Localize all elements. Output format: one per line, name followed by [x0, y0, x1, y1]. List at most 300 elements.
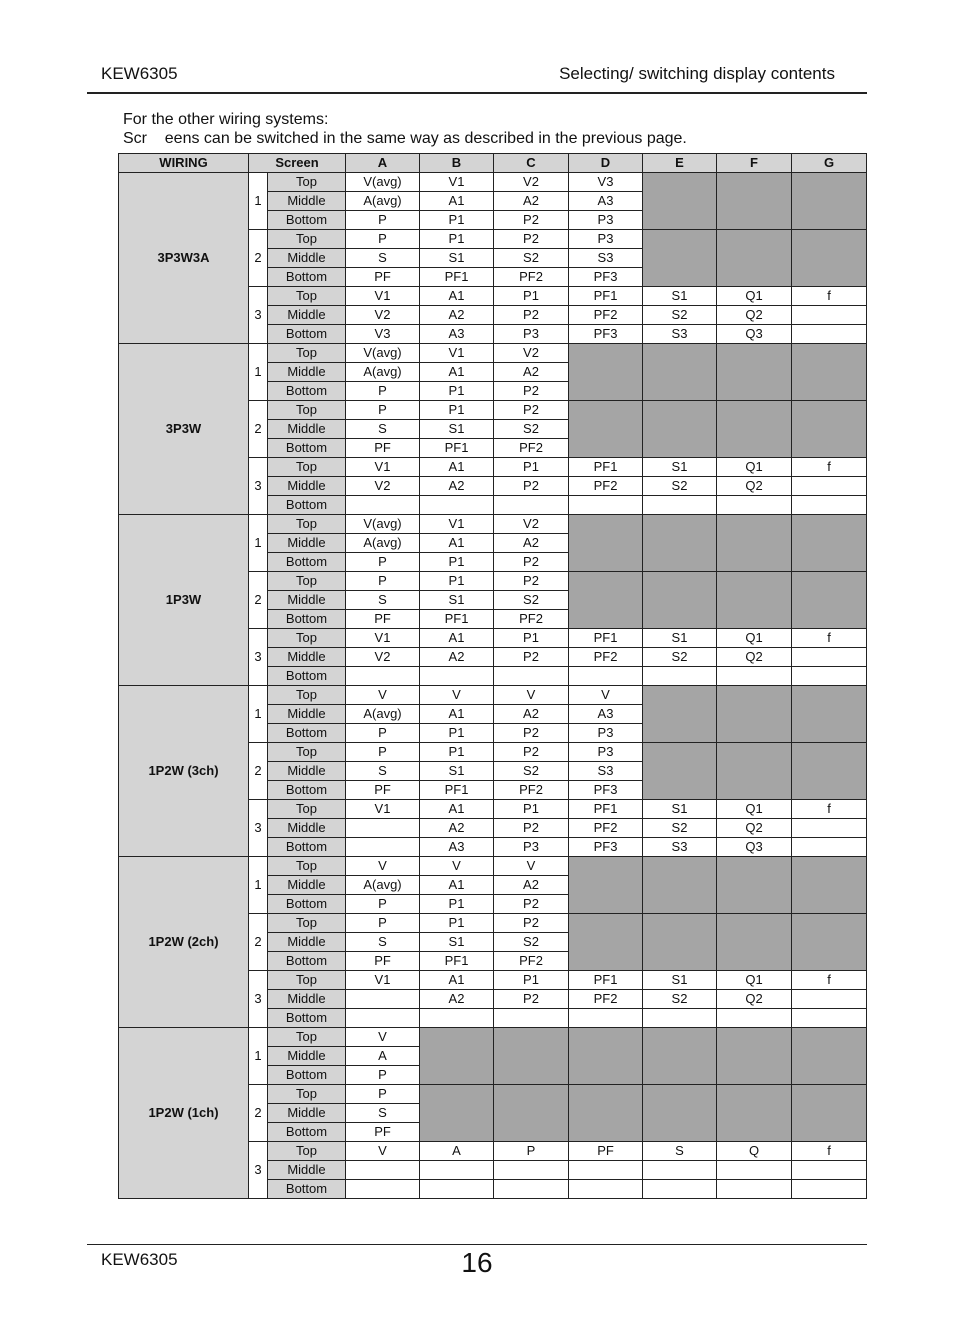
- value-cell: P1: [420, 230, 494, 249]
- value-cell: Q2: [717, 306, 792, 325]
- value-cell: P2: [494, 553, 569, 572]
- value-cell: P1: [420, 724, 494, 743]
- shaded-cell: [643, 572, 717, 629]
- value-cell: S3: [569, 249, 643, 268]
- value-cell: Q2: [717, 648, 792, 667]
- header-col-c: C: [494, 154, 569, 173]
- value-cell: P1: [420, 572, 494, 591]
- shaded-cell: [643, 686, 717, 743]
- value-cell: [792, 819, 867, 838]
- value-cell: P2: [494, 382, 569, 401]
- value-cell: V: [346, 857, 420, 876]
- value-cell: P3: [494, 325, 569, 344]
- value-cell: S2: [494, 420, 569, 439]
- shaded-cell: [569, 515, 643, 572]
- value-cell: P: [346, 553, 420, 572]
- value-cell: [643, 1009, 717, 1028]
- value-cell: A2: [420, 477, 494, 496]
- value-cell: PF2: [494, 781, 569, 800]
- value-cell: A(avg): [346, 192, 420, 211]
- screen-number: 3: [249, 1142, 268, 1199]
- shaded-cell: [792, 1085, 867, 1142]
- value-cell: [494, 1161, 569, 1180]
- value-cell: S1: [643, 971, 717, 990]
- value-cell: P: [346, 211, 420, 230]
- screen-number: 2: [249, 1085, 268, 1142]
- value-cell: PF2: [569, 819, 643, 838]
- intro-line-2: Scr eens can be switched in the same way as described in the previous page.: [123, 130, 687, 147]
- value-cell: S: [346, 249, 420, 268]
- screen-number: 2: [249, 572, 268, 629]
- value-cell: P3: [569, 743, 643, 762]
- value-cell: A2: [420, 819, 494, 838]
- value-cell: P: [346, 572, 420, 591]
- value-cell: P: [346, 230, 420, 249]
- shaded-cell: [569, 1028, 643, 1085]
- value-cell: P2: [494, 895, 569, 914]
- value-cell: PF1: [569, 458, 643, 477]
- value-cell: [643, 496, 717, 515]
- shaded-cell: [792, 743, 867, 800]
- value-cell: P2: [494, 572, 569, 591]
- shaded-cell: [792, 857, 867, 914]
- value-cell: P1: [494, 629, 569, 648]
- value-cell: A2: [494, 192, 569, 211]
- position-label: Bottom: [268, 268, 346, 287]
- value-cell: S3: [569, 762, 643, 781]
- value-cell: [569, 496, 643, 515]
- value-cell: PF: [346, 1123, 420, 1142]
- value-cell: V: [420, 857, 494, 876]
- value-cell: P: [346, 382, 420, 401]
- value-cell: S2: [643, 990, 717, 1009]
- value-cell: PF2: [494, 610, 569, 629]
- value-cell: S1: [643, 458, 717, 477]
- value-cell: [494, 1180, 569, 1199]
- value-cell: PF2: [569, 306, 643, 325]
- value-cell: A1: [420, 192, 494, 211]
- value-cell: A3: [420, 838, 494, 857]
- value-cell: S2: [643, 648, 717, 667]
- position-label: Bottom: [268, 952, 346, 971]
- value-cell: A2: [494, 876, 569, 895]
- shaded-cell: [717, 1085, 792, 1142]
- shaded-cell: [569, 344, 643, 401]
- screen-number: 2: [249, 743, 268, 800]
- shaded-cell: [717, 743, 792, 800]
- shaded-cell: [643, 743, 717, 800]
- wiring-label: 3P3W3A: [119, 173, 249, 344]
- value-cell: PF1: [420, 952, 494, 971]
- value-cell: A2: [420, 306, 494, 325]
- value-cell: S: [346, 762, 420, 781]
- value-cell: V1: [346, 287, 420, 306]
- value-cell: P: [346, 1085, 420, 1104]
- shaded-cell: [717, 344, 792, 401]
- value-cell: P1: [494, 800, 569, 819]
- shaded-cell: [792, 572, 867, 629]
- value-cell: V2: [346, 477, 420, 496]
- shaded-cell: [643, 173, 717, 230]
- value-cell: A2: [420, 990, 494, 1009]
- shaded-cell: [792, 344, 867, 401]
- value-cell: V1: [346, 800, 420, 819]
- value-cell: A1: [420, 705, 494, 724]
- value-cell: P2: [494, 819, 569, 838]
- value-cell: [346, 819, 420, 838]
- value-cell: V1: [420, 344, 494, 363]
- value-cell: P1: [420, 743, 494, 762]
- value-cell: V2: [346, 648, 420, 667]
- value-cell: PF1: [569, 971, 643, 990]
- position-label: Middle: [268, 1161, 346, 1180]
- position-label: Top: [268, 173, 346, 192]
- value-cell: S1: [643, 800, 717, 819]
- intro-text: [123, 110, 687, 148]
- value-cell: Q1: [717, 800, 792, 819]
- value-cell: P2: [494, 306, 569, 325]
- value-cell: S1: [420, 249, 494, 268]
- position-label: Bottom: [268, 838, 346, 857]
- position-label: Bottom: [268, 1066, 346, 1085]
- value-cell: A1: [420, 363, 494, 382]
- value-cell: P1: [420, 914, 494, 933]
- shaded-cell: [717, 230, 792, 287]
- shaded-cell: [717, 572, 792, 629]
- value-cell: V2: [494, 515, 569, 534]
- position-label: Top: [268, 344, 346, 363]
- value-cell: f: [792, 1142, 867, 1161]
- value-cell: V3: [346, 325, 420, 344]
- header-rule: [87, 92, 867, 94]
- value-cell: A3: [569, 192, 643, 211]
- position-label: Top: [268, 287, 346, 306]
- value-cell: [494, 1009, 569, 1028]
- screen-number: 1: [249, 857, 268, 914]
- intro-line-1: For the other wiring systems:: [123, 111, 329, 128]
- table-row: [119, 1028, 867, 1047]
- header-screen: Screen: [249, 154, 346, 173]
- value-cell: [569, 667, 643, 686]
- value-cell: Q3: [717, 838, 792, 857]
- value-cell: PF1: [569, 629, 643, 648]
- value-cell: [792, 496, 867, 515]
- page-number: 16: [461, 1247, 493, 1278]
- position-label: Top: [268, 1142, 346, 1161]
- screen-number: 3: [249, 458, 268, 515]
- position-label: Bottom: [268, 1180, 346, 1199]
- value-cell: P: [346, 724, 420, 743]
- value-cell: P3: [494, 838, 569, 857]
- value-cell: PF2: [494, 952, 569, 971]
- value-cell: V(avg): [346, 515, 420, 534]
- value-cell: [792, 1009, 867, 1028]
- table-row: [119, 857, 867, 876]
- value-cell: S2: [643, 306, 717, 325]
- wiring-screen-table: [118, 153, 867, 1199]
- value-cell: A3: [420, 325, 494, 344]
- wiring-label: 3P3W: [119, 344, 249, 515]
- position-label: Top: [268, 401, 346, 420]
- value-cell: PF: [346, 781, 420, 800]
- value-cell: A(avg): [346, 363, 420, 382]
- position-label: Bottom: [268, 724, 346, 743]
- value-cell: A2: [420, 648, 494, 667]
- value-cell: P2: [494, 230, 569, 249]
- screen-number: 1: [249, 1028, 268, 1085]
- value-cell: S2: [494, 591, 569, 610]
- value-cell: A1: [420, 534, 494, 553]
- screen-number: 2: [249, 401, 268, 458]
- value-cell: f: [792, 800, 867, 819]
- value-cell: P: [346, 1066, 420, 1085]
- value-cell: [643, 1161, 717, 1180]
- screen-number: 1: [249, 344, 268, 401]
- value-cell: V2: [494, 173, 569, 192]
- position-label: Bottom: [268, 553, 346, 572]
- wiring-label: 1P2W (3ch): [119, 686, 249, 857]
- header-col-f: F: [717, 154, 792, 173]
- screen-number: 3: [249, 287, 268, 344]
- value-cell: [346, 990, 420, 1009]
- value-cell: [717, 1009, 792, 1028]
- value-cell: PF1: [569, 287, 643, 306]
- footer-model: KEW6305: [101, 1250, 178, 1269]
- value-cell: P1: [420, 382, 494, 401]
- value-cell: P1: [420, 211, 494, 230]
- value-cell: P: [346, 895, 420, 914]
- position-label: Bottom: [268, 895, 346, 914]
- value-cell: S2: [643, 477, 717, 496]
- position-label: Top: [268, 572, 346, 591]
- value-cell: [792, 325, 867, 344]
- value-cell: PF1: [420, 610, 494, 629]
- table-row: [119, 515, 867, 534]
- value-cell: PF: [346, 610, 420, 629]
- value-cell: f: [792, 971, 867, 990]
- value-cell: Q1: [717, 629, 792, 648]
- position-label: Bottom: [268, 382, 346, 401]
- value-cell: Q1: [717, 287, 792, 306]
- shaded-cell: [643, 230, 717, 287]
- value-cell: [717, 667, 792, 686]
- value-cell: [346, 1009, 420, 1028]
- value-cell: S1: [420, 762, 494, 781]
- value-cell: PF: [346, 952, 420, 971]
- screen-number: 2: [249, 914, 268, 971]
- shaded-cell: [494, 1028, 569, 1085]
- position-label: Middle: [268, 990, 346, 1009]
- value-cell: V: [346, 686, 420, 705]
- position-label: Bottom: [268, 496, 346, 515]
- value-cell: [792, 306, 867, 325]
- value-cell: PF3: [569, 781, 643, 800]
- position-label: Middle: [268, 477, 346, 496]
- value-cell: P2: [494, 724, 569, 743]
- value-cell: PF1: [420, 781, 494, 800]
- value-cell: V1: [346, 971, 420, 990]
- value-cell: P1: [494, 458, 569, 477]
- wiring-label: 1P2W (2ch): [119, 857, 249, 1028]
- value-cell: V2: [494, 344, 569, 363]
- value-cell: S1: [643, 287, 717, 306]
- value-cell: A1: [420, 629, 494, 648]
- position-label: Middle: [268, 363, 346, 382]
- value-cell: Q: [717, 1142, 792, 1161]
- position-label: Middle: [268, 933, 346, 952]
- wiring-label: 1P3W: [119, 515, 249, 686]
- value-cell: V: [346, 1028, 420, 1047]
- screen-number: 2: [249, 230, 268, 287]
- value-cell: P2: [494, 648, 569, 667]
- value-cell: PF2: [569, 477, 643, 496]
- value-cell: P1: [420, 895, 494, 914]
- position-label: Bottom: [268, 1123, 346, 1142]
- value-cell: [643, 667, 717, 686]
- position-label: Top: [268, 686, 346, 705]
- value-cell: A1: [420, 971, 494, 990]
- value-cell: PF1: [420, 268, 494, 287]
- value-cell: [569, 1180, 643, 1199]
- value-cell: A: [420, 1142, 494, 1161]
- position-label: Middle: [268, 591, 346, 610]
- position-label: Middle: [268, 1104, 346, 1123]
- value-cell: [569, 1161, 643, 1180]
- value-cell: P1: [494, 287, 569, 306]
- shaded-cell: [717, 857, 792, 914]
- value-cell: S: [346, 420, 420, 439]
- position-label: Bottom: [268, 439, 346, 458]
- shaded-cell: [569, 857, 643, 914]
- value-cell: S2: [494, 762, 569, 781]
- value-cell: V(avg): [346, 173, 420, 192]
- value-cell: V1: [420, 173, 494, 192]
- position-label: Top: [268, 629, 346, 648]
- value-cell: V1: [346, 629, 420, 648]
- value-cell: PF2: [494, 439, 569, 458]
- value-cell: V1: [420, 515, 494, 534]
- value-cell: P2: [494, 401, 569, 420]
- value-cell: [792, 667, 867, 686]
- table-row: [119, 173, 867, 192]
- value-cell: V: [569, 686, 643, 705]
- value-cell: P: [346, 914, 420, 933]
- value-cell: S: [346, 933, 420, 952]
- value-cell: [346, 667, 420, 686]
- value-cell: PF1: [420, 439, 494, 458]
- value-cell: PF: [569, 1142, 643, 1161]
- value-cell: [420, 1161, 494, 1180]
- position-label: Bottom: [268, 325, 346, 344]
- value-cell: V: [494, 857, 569, 876]
- shaded-cell: [792, 230, 867, 287]
- value-cell: V: [346, 1142, 420, 1161]
- value-cell: V: [420, 686, 494, 705]
- shaded-cell: [643, 515, 717, 572]
- value-cell: Q3: [717, 325, 792, 344]
- value-cell: S2: [494, 249, 569, 268]
- shaded-cell: [792, 515, 867, 572]
- value-cell: PF: [346, 439, 420, 458]
- value-cell: [420, 1009, 494, 1028]
- value-cell: [346, 838, 420, 857]
- value-cell: Q2: [717, 819, 792, 838]
- value-cell: PF3: [569, 325, 643, 344]
- position-label: Middle: [268, 762, 346, 781]
- screen-number: 3: [249, 629, 268, 686]
- value-cell: [420, 667, 494, 686]
- value-cell: PF1: [569, 800, 643, 819]
- value-cell: P: [346, 401, 420, 420]
- header-model: KEW6305: [101, 64, 178, 83]
- value-cell: P1: [494, 971, 569, 990]
- position-label: Middle: [268, 705, 346, 724]
- shaded-cell: [569, 914, 643, 971]
- position-label: Top: [268, 800, 346, 819]
- value-cell: Q1: [717, 458, 792, 477]
- position-label: Top: [268, 1028, 346, 1047]
- value-cell: A2: [494, 534, 569, 553]
- value-cell: f: [792, 287, 867, 306]
- value-cell: [792, 477, 867, 496]
- header-col-d: D: [569, 154, 643, 173]
- value-cell: [792, 838, 867, 857]
- position-label: Middle: [268, 819, 346, 838]
- value-cell: f: [792, 458, 867, 477]
- position-label: Bottom: [268, 1009, 346, 1028]
- value-cell: S: [346, 591, 420, 610]
- shaded-cell: [569, 401, 643, 458]
- value-cell: PF: [346, 268, 420, 287]
- header-col-g: G: [792, 154, 867, 173]
- value-cell: S: [643, 1142, 717, 1161]
- shaded-cell: [643, 857, 717, 914]
- value-cell: [569, 1009, 643, 1028]
- value-cell: [346, 1180, 420, 1199]
- position-label: Middle: [268, 249, 346, 268]
- value-cell: f: [792, 629, 867, 648]
- value-cell: S1: [420, 420, 494, 439]
- position-label: Bottom: [268, 610, 346, 629]
- table-row: [119, 686, 867, 705]
- position-label: Middle: [268, 306, 346, 325]
- position-label: Top: [268, 971, 346, 990]
- wiring-label: 1P2W (1ch): [119, 1028, 249, 1199]
- shaded-cell: [792, 686, 867, 743]
- value-cell: Q2: [717, 477, 792, 496]
- value-cell: A1: [420, 876, 494, 895]
- value-cell: S1: [420, 933, 494, 952]
- value-cell: P: [494, 1142, 569, 1161]
- value-cell: V2: [346, 306, 420, 325]
- shaded-cell: [569, 1085, 643, 1142]
- value-cell: [494, 496, 569, 515]
- value-cell: P3: [569, 211, 643, 230]
- value-cell: PF3: [569, 268, 643, 287]
- shaded-cell: [792, 1028, 867, 1085]
- value-cell: [792, 648, 867, 667]
- screen-number: 1: [249, 515, 268, 572]
- value-cell: P1: [420, 401, 494, 420]
- position-label: Middle: [268, 192, 346, 211]
- value-cell: S: [346, 1104, 420, 1123]
- value-cell: S3: [643, 325, 717, 344]
- position-label: Top: [268, 914, 346, 933]
- value-cell: A2: [494, 705, 569, 724]
- shaded-cell: [643, 1085, 717, 1142]
- shaded-cell: [792, 173, 867, 230]
- position-label: Middle: [268, 420, 346, 439]
